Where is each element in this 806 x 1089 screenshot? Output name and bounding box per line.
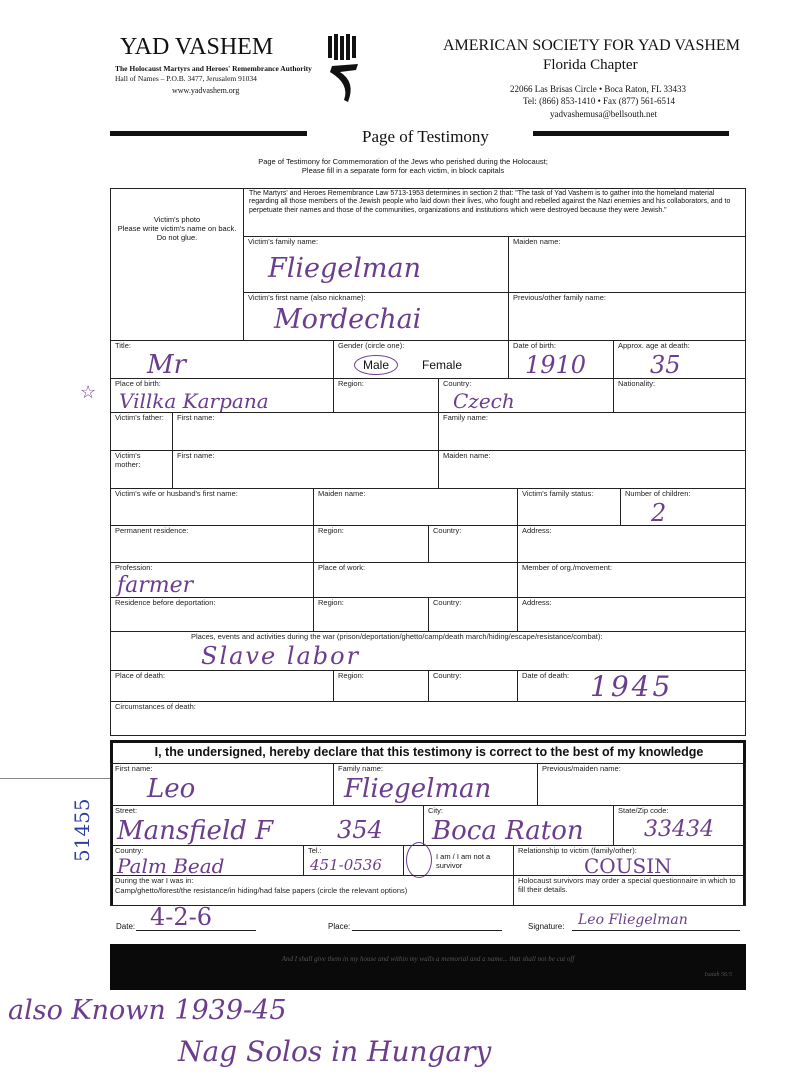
label: Previous/maiden name:: [542, 764, 621, 773]
title-rule-left: [110, 131, 307, 136]
label: Country:: [433, 671, 462, 680]
label: Region:: [338, 671, 364, 680]
org-right-email: yadvashemusa@bellsouth.net: [550, 109, 658, 119]
bottom-note-2: Nag Solos in Hungary: [178, 1035, 492, 1068]
survivors-note: Holocaust survivors may order a special questionnaire in which to fill their details.: [518, 876, 736, 894]
label: Date of death:: [522, 671, 570, 680]
label: Maiden name:: [443, 451, 491, 460]
label: First name:: [177, 413, 215, 422]
value: Fliegelman: [268, 253, 421, 284]
org-left-subtitle: The Holocaust Martyrs and Heroes' Remembrance Authority: [115, 64, 312, 73]
field-nationality[interactable]: [613, 378, 746, 413]
value: Czech: [453, 389, 515, 413]
photo-note: Victim's photo Please write victim's name on back. Do not glue.: [117, 215, 237, 242]
value: Boca Raton: [432, 816, 584, 846]
label: Family name:: [338, 764, 384, 773]
label: Victim's mother:: [115, 451, 141, 469]
org-right-address: 22066 Las Brisas Circle • Boca Raton, FL 33433: [510, 84, 687, 94]
label: Maiden name:: [513, 237, 561, 246]
field-title[interactable]: [110, 340, 334, 379]
field-perm-country[interactable]: [428, 525, 518, 563]
field-circumstances-of-death[interactable]: [110, 701, 746, 736]
label: Victim's family status:: [522, 489, 594, 498]
field-family-name[interactable]: [243, 236, 509, 293]
footer-citation: Isaiah 56:5: [704, 972, 732, 978]
label: Family name:: [443, 413, 489, 422]
label: Region:: [318, 598, 344, 607]
field-region[interactable]: [333, 378, 439, 413]
place-label: Place:: [328, 922, 351, 931]
field-permanent-residence[interactable]: [110, 525, 314, 563]
label-options: Camp/ghetto/forest/the resistance/in hiding/had false papers (circle the relevant options): [115, 886, 408, 895]
label: Place of work:: [318, 563, 366, 572]
org-right-name: AMERICAN SOCIETY FOR YAD VASHEM: [443, 37, 740, 54]
label: Tel.:: [308, 846, 322, 855]
org-left-name: YAD VASHEM: [120, 34, 274, 60]
field-place-of-death[interactable]: [110, 670, 334, 702]
field-submitter-family-name[interactable]: [333, 763, 538, 806]
survivors-note-cell: [513, 875, 746, 906]
value: 35: [650, 351, 681, 379]
value: farmer: [117, 573, 194, 598]
org-left-address: Hall of Names – P.O.B. 3477, Jerusalem 91034: [115, 74, 257, 83]
field-mother-maiden-name[interactable]: [438, 450, 746, 489]
field-place-of-birth[interactable]: [110, 378, 334, 413]
value: Mordechai: [274, 304, 422, 335]
field-submitter-country[interactable]: [110, 845, 304, 876]
date-value: 4-2-6: [150, 903, 213, 931]
field-age-at-death[interactable]: [613, 340, 746, 379]
field-street[interactable]: [110, 805, 424, 846]
field-family-status[interactable]: [517, 488, 621, 526]
field-previous-name[interactable]: [508, 292, 746, 341]
label: Region:: [338, 379, 364, 388]
father-label-cell: [110, 412, 173, 451]
value: Fliegelman: [344, 774, 492, 804]
label: Relationship to victim (family/other):: [518, 846, 637, 855]
field-residence-before-deportation[interactable]: [110, 597, 314, 632]
signature-label: Signature:: [528, 922, 565, 931]
field-relationship[interactable]: [513, 845, 746, 876]
value: Villka Karpana: [119, 389, 269, 413]
label: State/Zip code:: [618, 806, 669, 815]
street-number: 354: [337, 816, 383, 844]
field-place-of-work[interactable]: [313, 562, 518, 598]
page-title: Page of Testimony: [362, 127, 489, 146]
field-tel[interactable]: [303, 845, 404, 876]
label: Region:: [318, 526, 344, 535]
field-perm-region[interactable]: [313, 525, 429, 563]
field-city[interactable]: [423, 805, 614, 846]
field-profession[interactable]: [110, 562, 314, 598]
label: Place of birth:: [115, 379, 161, 388]
label: Gender (circle one):: [338, 341, 405, 350]
label: Maiden name:: [318, 489, 366, 498]
footer-quote-band: [110, 944, 746, 990]
label: Title:: [115, 341, 131, 350]
field-mother-first-name[interactable]: [172, 450, 439, 489]
label: Address:: [522, 526, 552, 535]
field-submitter-first-name[interactable]: [110, 763, 334, 806]
survivor-circle-mark: [406, 842, 432, 878]
label: Circumstances of death:: [115, 702, 196, 711]
label: Victim's first name (also nickname):: [248, 293, 366, 302]
field-dep-country[interactable]: [428, 597, 518, 632]
label: Places, events and activities during the war (prison/deportation/ghetto/camp/death march/hiding/escape/resistance/combat):: [191, 632, 603, 641]
field-maiden-name[interactable]: [508, 236, 746, 293]
field-death-country[interactable]: [428, 670, 518, 702]
label: Member of org./movement:: [522, 563, 613, 572]
label: Profession:: [115, 563, 153, 572]
value: 33434: [644, 817, 714, 842]
value: Leo: [147, 774, 196, 804]
label: Place of death:: [115, 671, 166, 680]
field-country[interactable]: [438, 378, 614, 413]
label: Number of children:: [625, 489, 691, 498]
page-subtitle-1: Page of Testimony for Commemoration of the Jews who perished during the Holocaust;: [258, 157, 548, 166]
margin-note: 51455: [70, 798, 94, 862]
value: COUSIN: [584, 854, 672, 878]
value: Palm Bead: [117, 854, 225, 878]
field-father-family-name[interactable]: [438, 412, 746, 451]
field-spouse-maiden-name[interactable]: [313, 488, 518, 526]
gender-male-circled[interactable]: Male: [354, 355, 398, 375]
field-spouse-name[interactable]: [110, 488, 314, 526]
label: Previous/other family name:: [513, 293, 606, 302]
field-death-region[interactable]: [333, 670, 429, 702]
label: Nationality:: [618, 379, 656, 388]
label: Country:: [115, 846, 144, 855]
label: Date of birth:: [513, 341, 556, 350]
mother-label-cell: [110, 450, 173, 489]
label: City:: [428, 806, 443, 815]
field-dep-region[interactable]: [313, 597, 429, 632]
scan-line: [0, 778, 110, 779]
page-subtitle-2: Please fill in a separate form for each victim, in block capitals: [301, 166, 505, 175]
field-gender[interactable]: [333, 340, 509, 379]
label: Country:: [433, 526, 462, 535]
survivor-option[interactable]: I am / I am not a survivor: [436, 852, 491, 870]
field-number-of-children[interactable]: [620, 488, 746, 526]
label: Victim's wife or husband's first name:: [115, 489, 238, 498]
bottom-note-1: also Known 1939-45: [8, 995, 287, 1026]
field-first-name[interactable]: [243, 292, 509, 341]
label: Address:: [522, 598, 552, 607]
label: Victim's father:: [115, 413, 164, 422]
label: Permanent residence:: [115, 526, 189, 535]
field-submitter-previous-name[interactable]: [537, 763, 746, 806]
field-state-zip[interactable]: [613, 805, 746, 846]
gender-female[interactable]: Female: [422, 358, 463, 372]
field-date-of-death[interactable]: [517, 670, 746, 702]
value: 1945: [590, 670, 674, 703]
signature-value: Leo Fliegelman: [578, 912, 688, 928]
declaration-heading: I, the undersigned, hereby declare that this testimony is correct to the best of my knowledge: [154, 745, 704, 759]
value: 1910: [525, 351, 587, 379]
field-perm-address[interactable]: [517, 525, 746, 563]
label: First name:: [177, 451, 215, 460]
field-dep-address[interactable]: [517, 597, 746, 632]
field-date-of-birth[interactable]: [508, 340, 614, 379]
org-right-subtitle: Florida Chapter: [543, 57, 638, 73]
field-during-war[interactable]: [110, 875, 514, 906]
label: Country:: [433, 598, 462, 607]
label: First name:: [115, 764, 153, 773]
star-mark-icon: ☆: [80, 382, 97, 403]
value: 451-0536: [310, 856, 382, 874]
photo-box[interactable]: [110, 188, 244, 341]
label: Approx. age at death:: [618, 341, 690, 350]
label: During the war I was in:: [115, 876, 194, 885]
footer-quote: And I shall give them in my house and within my walls a memorial and a name... that shall not be cut off: [281, 955, 575, 963]
signature-line[interactable]: [572, 930, 740, 931]
law-text: The Martyrs' and Heroes Remembrance Law 5713-1953 determines in section 2 that: "The task of Yad Vashem is to gather into the homeland material regarding all those members of the Jewish people who laid down their lives, who fought and rebelled against the Nazi enemies and his collaborators, and to perpetuate their names and those of the communities, organizations and institutions which were destroyed because they were Jewish.": [249, 190, 731, 214]
date-label: Date:: [116, 922, 136, 931]
place-line[interactable]: [352, 930, 502, 931]
label: Street:: [115, 806, 138, 815]
value: Mr: [147, 350, 187, 380]
org-left-website: www.yadvashem.org: [172, 86, 240, 95]
label: Victim's family name:: [248, 237, 319, 246]
field-wartime-places[interactable]: [110, 631, 746, 671]
title-rule-right: [533, 131, 729, 136]
label: Residence before deportation:: [115, 598, 216, 607]
org-right-phone: Tel: (866) 853-1410 • Fax (877) 561-6514: [523, 96, 675, 106]
field-father-first-name[interactable]: [172, 412, 439, 451]
label: Country:: [443, 379, 472, 388]
field-survivor-status[interactable]: [403, 845, 514, 876]
value: 2: [651, 499, 667, 527]
yad-vashem-logo: [326, 32, 366, 104]
field-membership[interactable]: [517, 562, 746, 598]
value: Mansfield F: [117, 816, 274, 846]
value: Slave labor: [201, 642, 361, 670]
